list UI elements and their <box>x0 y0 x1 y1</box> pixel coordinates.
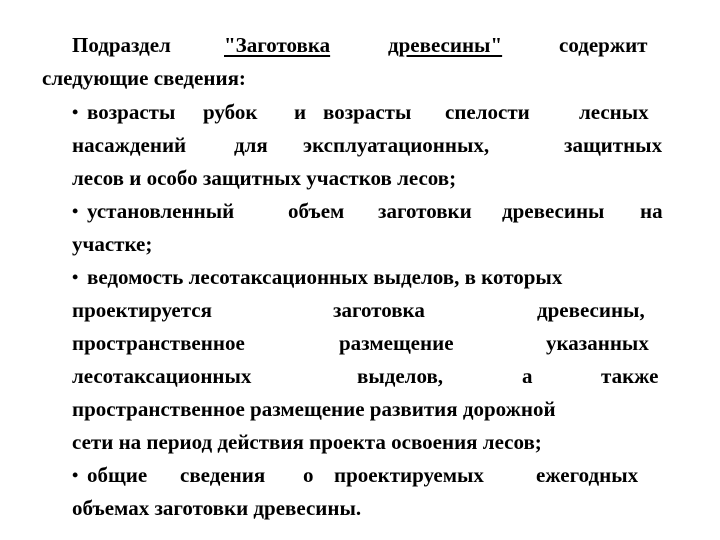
word: заготовка <box>333 298 425 322</box>
bullet-2-line-1 <box>0 196 720 226</box>
word: сведения <box>180 463 266 487</box>
bullet-1-line-3 <box>0 163 720 193</box>
word: древесины" <box>388 33 503 57</box>
bullet-3-line-4 <box>0 361 720 391</box>
word: эксплуатационных, <box>303 133 490 157</box>
word: ежегодных <box>536 463 639 487</box>
word: насаждений <box>72 133 187 157</box>
word: для <box>234 133 268 157</box>
bullet-icon: • <box>72 201 79 221</box>
word: указанных <box>546 331 649 355</box>
bullet-icon: • <box>72 102 79 122</box>
bullet-3-line-6 <box>0 427 720 457</box>
word: проектируется <box>72 298 212 322</box>
word: пространственное размещение развития дорожной <box>72 397 556 421</box>
word: сети на период действия проекта освоения лесов; <box>72 430 542 454</box>
word: древесины <box>502 199 605 223</box>
bullet-icon: • <box>72 465 79 485</box>
word: ведомость лесотаксационных выделов, в которых <box>87 265 563 289</box>
bullet-2-line-2 <box>0 229 720 259</box>
word: выделов, <box>357 364 444 388</box>
intro-line-1 <box>0 30 720 60</box>
word: а <box>522 364 533 388</box>
word: на <box>640 199 663 223</box>
bullet-4-line-2 <box>0 493 720 523</box>
word: размещение <box>339 331 454 355</box>
bullet-3-line-3 <box>0 328 720 358</box>
word: и <box>294 100 307 124</box>
word: возрасты <box>87 100 176 124</box>
word: лесных <box>579 100 649 124</box>
word: спелости <box>445 100 530 124</box>
word: "Заготовка <box>224 33 331 57</box>
word: возрасты <box>323 100 412 124</box>
word: Подраздел <box>72 33 171 57</box>
bullet-4-line-1 <box>0 460 720 490</box>
intro-line-2 <box>0 63 720 93</box>
bullet-3-line-5 <box>0 394 720 424</box>
word: лесотаксационных <box>72 364 252 388</box>
word: участке; <box>72 232 153 256</box>
word: проектируемых <box>334 463 484 487</box>
word: объемах заготовки древесины. <box>72 496 362 520</box>
word: следующие сведения: <box>42 66 246 90</box>
word: пространственное <box>72 331 245 355</box>
bullet-1-line-2 <box>0 130 720 160</box>
word: также <box>601 364 659 388</box>
bullet-1-line-1 <box>0 97 720 127</box>
word: заготовки <box>378 199 472 223</box>
word: общие <box>87 463 148 487</box>
bullet-3-line-2 <box>0 295 720 325</box>
bullet-icon: • <box>72 267 79 287</box>
word: защитных <box>564 133 663 157</box>
word: о <box>303 463 314 487</box>
word: рубок <box>203 100 258 124</box>
word: содержит <box>559 33 648 57</box>
word: установленный <box>87 199 235 223</box>
word: лесов и особо защитных участков лесов; <box>72 166 457 190</box>
word: объем <box>288 199 345 223</box>
bullet-3-line-1 <box>0 262 720 292</box>
word: древесины, <box>537 298 645 322</box>
